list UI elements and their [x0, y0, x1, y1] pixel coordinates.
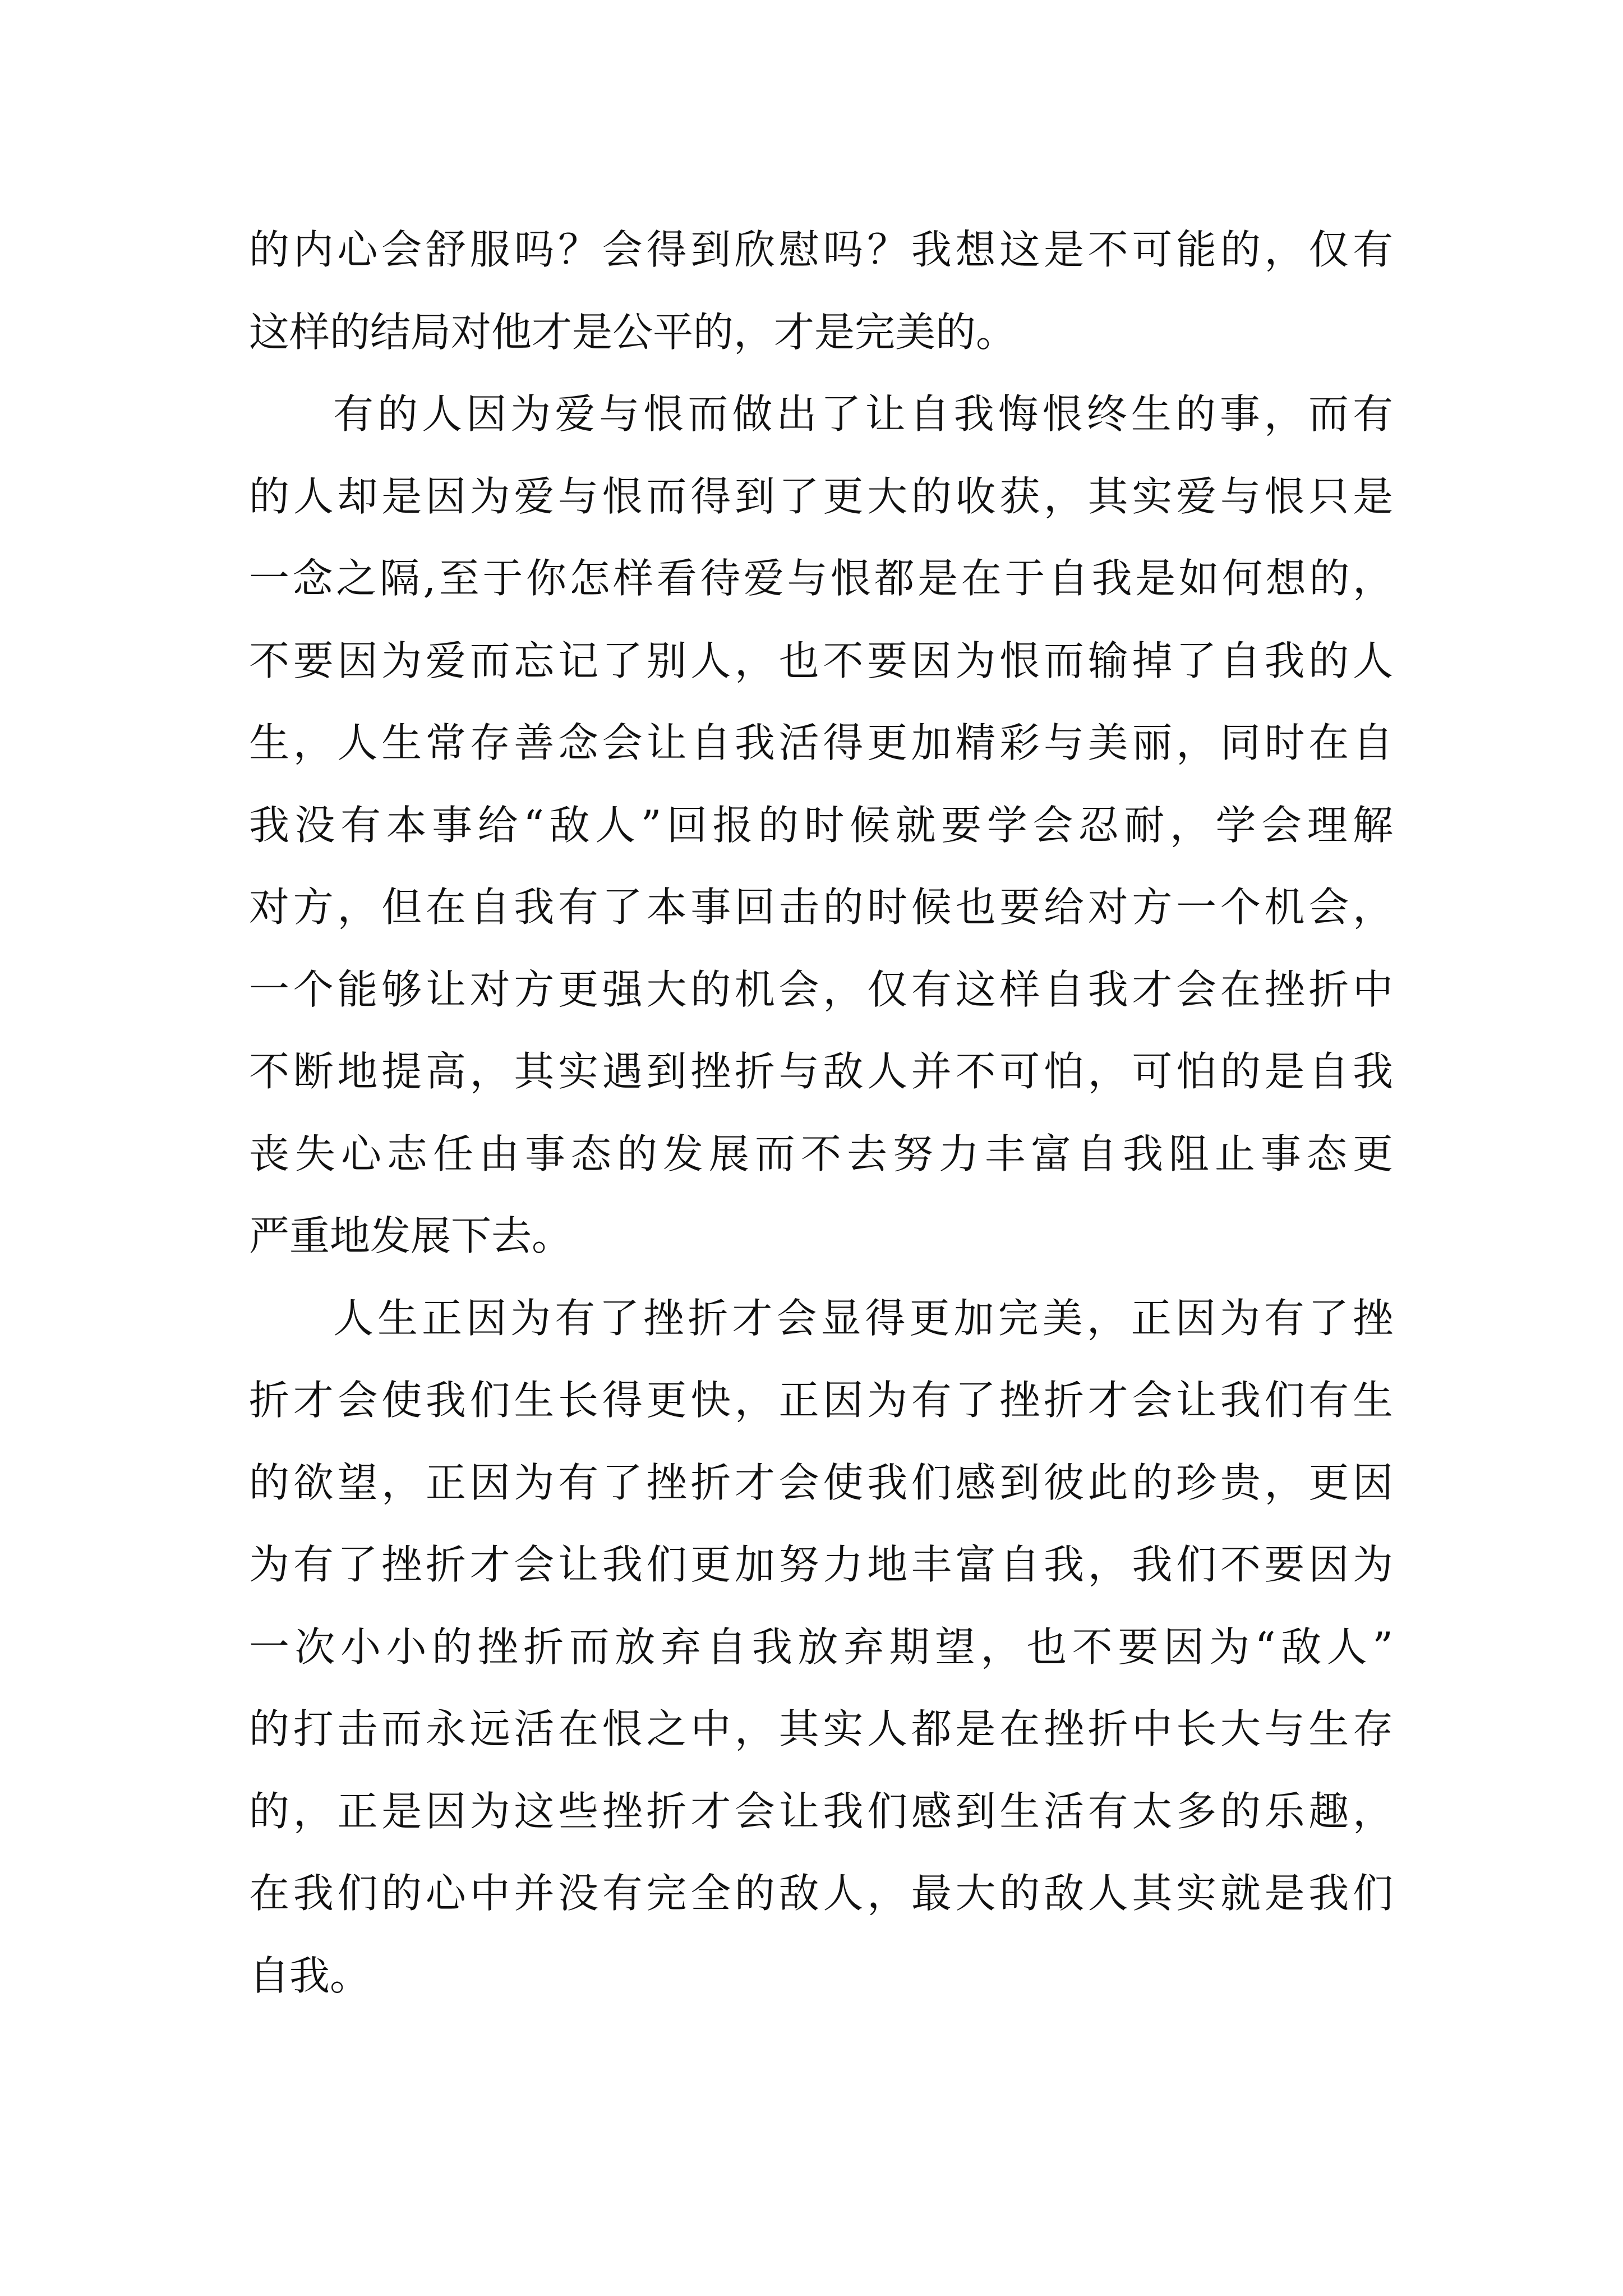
text-line: 的内心会舒服吗？会得到欣慰吗？我想这是不可能的，仅有: [249, 226, 1393, 273]
text-line: 在我们的心中并没有完全的敌人，最大的敌人其实就是我们: [249, 1870, 1393, 1917]
text-line: 的人却是因为爱与恨而得到了更大的收获，其实爱与恨只是: [249, 472, 1393, 520]
text-line: 折才会使我们生长得更快，正因为有了挫折才会让我们有生: [249, 1377, 1393, 1424]
text-line: 一次小小的挫折而放弃自我放弃期望，也不要因为“敌人”: [249, 1623, 1393, 1671]
text-line: 严重地发展下去。: [249, 1212, 573, 1259]
text-line: 不断地提高，其实遇到挫折与敌人并不可怕，可怕的是自我: [249, 1048, 1393, 1095]
text-line: 不要因为爱而忘记了别人，也不要因为恨而输掉了自我的人: [249, 637, 1393, 684]
text-line: 的，正是因为这些挫折才会让我们感到生活有太多的乐趣，: [249, 1787, 1393, 1835]
text-line: 我没有本事给“敌人”回报的时候就要学会忍耐，学会理解: [249, 801, 1393, 849]
document-body: [249, 209, 1393, 2017]
text-line: 对方，但在自我有了本事回击的时候也要给对方一个机会，: [249, 884, 1393, 931]
text-line: 的打击而永远活在恨之中，其实人都是在挫折中长大与生存: [249, 1705, 1393, 1752]
text-line: 人生正因为有了挫折才会显得更加完美，正因为有了挫: [333, 1294, 1393, 1342]
paragraph: [249, 1277, 1393, 2017]
text-line: 的欲望，正因为有了挫折才会使我们感到彼此的珍贵，更因: [249, 1458, 1393, 1506]
text-line: 丧失心志任由事态的发展而不去努力丰富自我阻止事态更: [249, 1130, 1393, 1177]
text-line: 为有了挫折才会让我们更加努力地丰富自我，我们不要因为: [249, 1541, 1393, 1588]
text-line: 一念之隔,至于你怎样看待爱与恨都是在于自我是如何想的，: [249, 555, 1393, 602]
text-line: 自我。: [249, 1952, 371, 1999]
paragraph: [249, 373, 1393, 1277]
text-line: 有的人因为爱与恨而做出了让自我悔恨终生的事，而有: [333, 390, 1393, 438]
paragraph: [249, 209, 1393, 373]
text-line: 这样的结局对他才是公平的，才是完美的。: [249, 308, 1017, 356]
text-line: 生，人生常存善念会让自我活得更加精彩与美丽，同时在自: [249, 719, 1393, 766]
text-line: 一个能够让对方更强大的机会，仅有这样自我才会在挫折中: [249, 965, 1393, 1013]
